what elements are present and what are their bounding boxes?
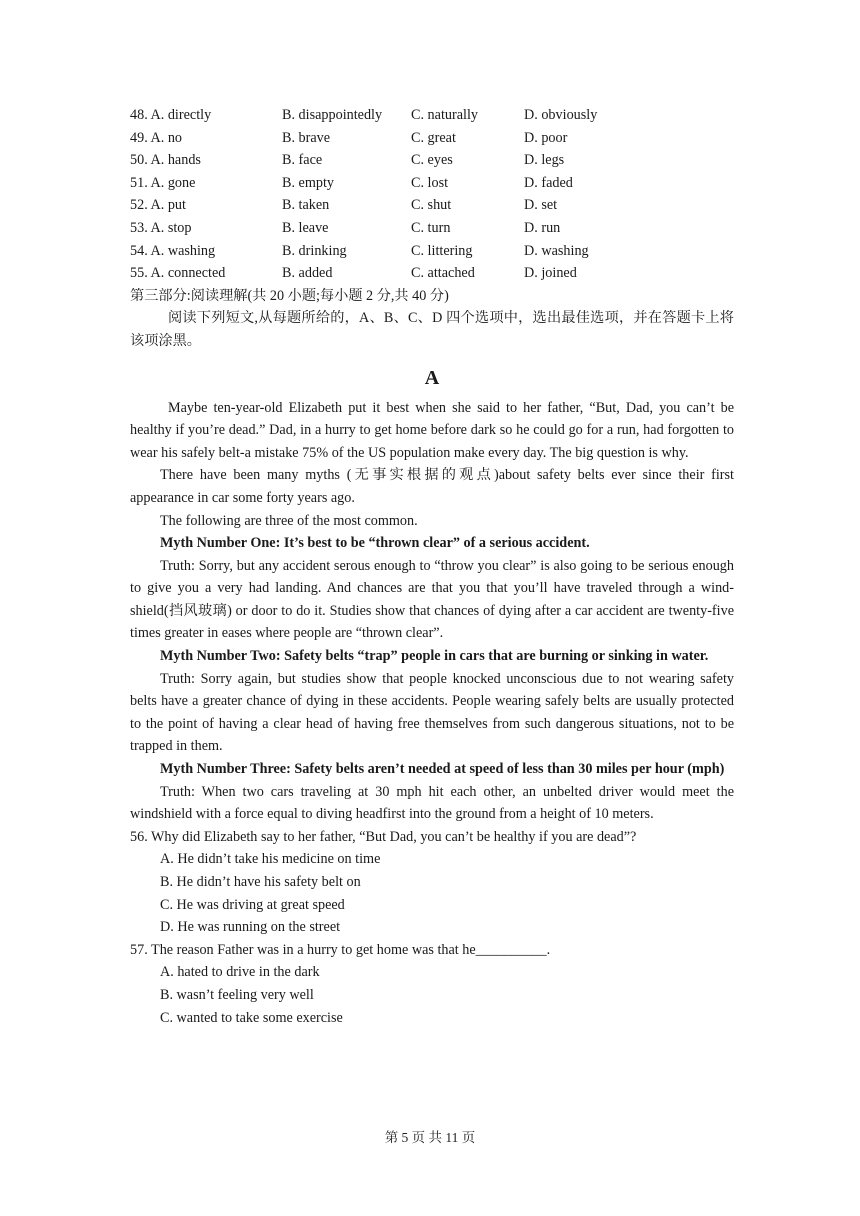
- choice-b: B. He didn’t have his safety belt on: [160, 874, 361, 890]
- option-d: D. legs: [524, 152, 565, 169]
- option-b: B. disappointedly: [282, 107, 383, 123]
- truth-one-paragraph: Truth: Sorry, but any accident serous enough to “throw you clear” is also going to be serious enough to give you a very had landing. And chances are that you that you’ll have traveled through a wind-shield(挡风玻璃) or door to do it. Studies show that chances of dying after a car accident are twenty-five times greater in eases where people are “thrown clear”.: [130, 557, 734, 642]
- option-a: 53. A. stop: [130, 219, 192, 236]
- option-row-49: [130, 127, 734, 150]
- passage-paragraph-1: Maybe ten-year-old Elizabeth put it best when she said to her father, “But, Dad, you can’t be healthy if you’re dead.” Dad, in a hurry to get home before dark so he could go for a run, had forgotten to wear his safely belt-a mistake 75% of the US population make every day. The big question is why.: [130, 399, 734, 461]
- option-row-51: [130, 172, 734, 195]
- option-a: 54. A. washing: [130, 242, 216, 259]
- choice-a: A. hated to drive in the dark: [160, 964, 320, 981]
- passage-heading: A: [424, 366, 440, 389]
- option-c: C. lost: [411, 174, 449, 191]
- option-d: D. run: [524, 219, 561, 236]
- option-d: D. set: [524, 197, 558, 214]
- passage-paragraph-2: There have been many myths (无事实根据的观点)about safety belts ever since their first appearance in car some forty years ago.: [130, 467, 734, 506]
- option-a: 50. A. hands: [130, 152, 201, 169]
- option-row-50: [130, 149, 734, 172]
- option-b: B. added: [282, 265, 333, 282]
- option-c: C. attached: [411, 265, 475, 282]
- option-a: 55. A. connected: [130, 265, 226, 282]
- vocab-options-table: [130, 104, 734, 285]
- exam-page: [130, 104, 734, 1029]
- option-a: 51. A. gone: [130, 174, 196, 191]
- myth-three-heading: Myth Number Three: Safety belts aren’t needed at speed of less than 30 miles per hour (mph): [160, 761, 725, 778]
- option-d: D. poor: [524, 129, 568, 146]
- choice-c: C. He was driving at great speed: [160, 896, 345, 913]
- option-row-55: [130, 262, 734, 285]
- passage: [130, 397, 734, 826]
- myth-two-heading: Myth Number Two: Safety belts “trap” people in cars that are burning or sinking in water.: [160, 648, 709, 665]
- option-row-52: [130, 194, 734, 217]
- option-c: C. great: [411, 129, 456, 146]
- option-c: C. eyes: [411, 152, 453, 169]
- option-c: C. littering: [411, 242, 473, 259]
- option-a: 52. A. put: [130, 197, 186, 214]
- option-c: C. turn: [411, 219, 451, 236]
- option-b: B. face: [282, 152, 323, 169]
- option-d: D. obviously: [524, 107, 598, 123]
- option-d: D. faded: [524, 174, 573, 191]
- section-title: 第三部分:阅读理解(共 20 小题;每小题 2 分,共 40 分): [130, 287, 449, 304]
- option-c: C. naturally: [411, 107, 478, 123]
- page-footer: 第 5 页 共 11 页: [384, 1130, 476, 1145]
- choice-a: A. He didn’t take his medicine on time: [160, 851, 381, 868]
- option-row-54: [130, 240, 734, 263]
- choice-d: D. He was running on the street: [160, 919, 341, 936]
- section-instruction: 阅读下列短文,从每题所给的，A、B、C、D 四个选项中，选出最佳选项，并在答题卡上将该项涂黑。: [130, 310, 734, 349]
- truth-two-paragraph: Truth: Sorry again, but studies show that people knocked unconscious due to not wearing safety belts have a greater chance of dying in these accidents. People wearing safely belts are usually protected to the point of having a clear head of having free themselves from such dangerous situations, not to be trapped in them.: [130, 670, 734, 755]
- option-a: 49. A. no: [130, 129, 183, 146]
- question-57: [130, 939, 734, 1029]
- truth-three-paragraph: Truth: When two cars traveling at 30 mph hit each other, an unbelted driver would meet the windshield with a force equal to diving headfirst into the ground from a height of 10 meters.: [130, 783, 734, 823]
- question-stem: 57. The reason Father was in a hurry to get home was that he__________.: [130, 941, 551, 958]
- option-b: B. brave: [282, 129, 331, 146]
- option-c: C. shut: [411, 197, 452, 214]
- option-row-48: [130, 104, 734, 127]
- option-row-53: [130, 217, 734, 240]
- question-stem: 56. Why did Elizabeth say to her father, “But Dad, you can’t be healthy if you are dead”?: [130, 828, 637, 845]
- option-a: 48. A. directly: [130, 107, 212, 123]
- option-b: B. leave: [282, 219, 329, 236]
- option-d: D. joined: [524, 265, 577, 282]
- passage-paragraph-3: The following are three of the most common.: [160, 512, 418, 529]
- question-56: [130, 826, 734, 939]
- option-d: D. washing: [524, 242, 589, 259]
- option-b: B. drinking: [282, 242, 347, 259]
- option-b: B. empty: [282, 174, 335, 191]
- choice-c: C. wanted to take some exercise: [160, 1009, 343, 1026]
- option-b: B. taken: [282, 197, 330, 214]
- myth-one-heading: Myth Number One: It’s best to be “thrown clear” of a serious accident.: [160, 535, 590, 552]
- choice-b: B. wasn’t feeling very well: [160, 986, 314, 1003]
